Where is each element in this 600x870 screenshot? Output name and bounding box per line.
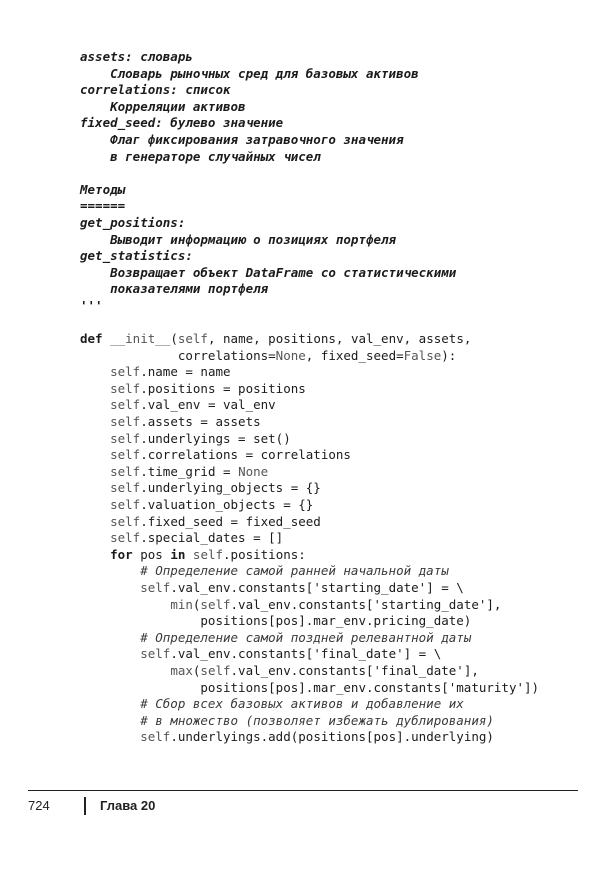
code-line: fixed_seed: булево значение bbox=[80, 115, 284, 131]
code-line: Возвращает объект DataFrame со статистическими bbox=[80, 264, 457, 280]
code-line: Выводит информацию о позициях портфеля bbox=[80, 231, 397, 247]
footer-separator bbox=[84, 797, 86, 815]
code-line: assets: словарь bbox=[80, 49, 193, 64]
code-line: self.val_env = val_env bbox=[110, 397, 276, 413]
code-line: def __init__(self, name, positions, val_env, assets, bbox=[80, 331, 472, 347]
code-line: # в множество (позволяет избежать дублирования) bbox=[80, 712, 494, 728]
code-line: correlations=None, fixed_seed=False): bbox=[80, 347, 457, 363]
code-line: self.time_grid = None bbox=[110, 463, 269, 479]
code-line: for pos in self.positions: bbox=[110, 546, 306, 562]
code-line: Методы bbox=[80, 181, 126, 197]
code-line: # Определение самой ранней начальной даты bbox=[80, 563, 449, 579]
code-line bbox=[80, 315, 580, 332]
code-line: self.assets = assets bbox=[110, 414, 261, 430]
code-line: в генераторе случайных чисел bbox=[80, 148, 321, 164]
code-line: self.valuation_objects = {} bbox=[110, 497, 314, 513]
code-line: Флаг фиксирования затравочного значения bbox=[80, 131, 404, 147]
footer-rule bbox=[28, 790, 578, 791]
code-line: self.positions = positions bbox=[110, 380, 306, 396]
code-line: Корреляции активов bbox=[80, 98, 246, 114]
code-line: positions[pos].mar_env.pricing_date) bbox=[80, 613, 472, 629]
code-line: # Сбор всех базовых активов и добавление их bbox=[80, 696, 464, 712]
code-line: self.val_env.constants['starting_date'] = \ bbox=[140, 580, 464, 595]
code-line: self.name = name bbox=[110, 364, 231, 380]
code-line: positions[pos].mar_env.constants['maturity']) bbox=[80, 679, 540, 695]
code-line bbox=[80, 165, 580, 182]
code-line: min(self.val_env.constants['starting_date'], bbox=[170, 596, 502, 612]
code-line: get_statistics: bbox=[80, 248, 193, 264]
code-line: max(self.val_env.constants['final_date'], bbox=[170, 662, 479, 678]
code-line: get_positions: bbox=[80, 214, 186, 230]
code-line: self.underlying_objects = {} bbox=[110, 480, 321, 496]
code-line: показателями портфеля bbox=[80, 281, 269, 297]
code-line: self.underlyings = set() bbox=[110, 430, 291, 446]
code-line: self.fixed_seed = fixed_seed bbox=[110, 513, 321, 529]
code-listing bbox=[80, 49, 580, 746]
code-line: self.val_env.constants['final_date'] = \ bbox=[140, 646, 442, 662]
code-line: correlations: список bbox=[80, 82, 231, 98]
page-number: 724 bbox=[28, 798, 50, 813]
code-line: self.underlyings.add(positions[pos].underlying) bbox=[140, 729, 494, 745]
code-line: ''' bbox=[80, 297, 103, 313]
code-line: Словарь рыночных сред для базовых активов bbox=[80, 65, 419, 81]
code-line: self.special_dates = [] bbox=[110, 530, 284, 546]
chapter-label: Глава 20 bbox=[100, 798, 156, 813]
code-line: ====== bbox=[80, 198, 126, 214]
code-line: # Определение самой поздней релевантной даты bbox=[80, 629, 472, 645]
code-line: self.correlations = correlations bbox=[110, 447, 351, 463]
